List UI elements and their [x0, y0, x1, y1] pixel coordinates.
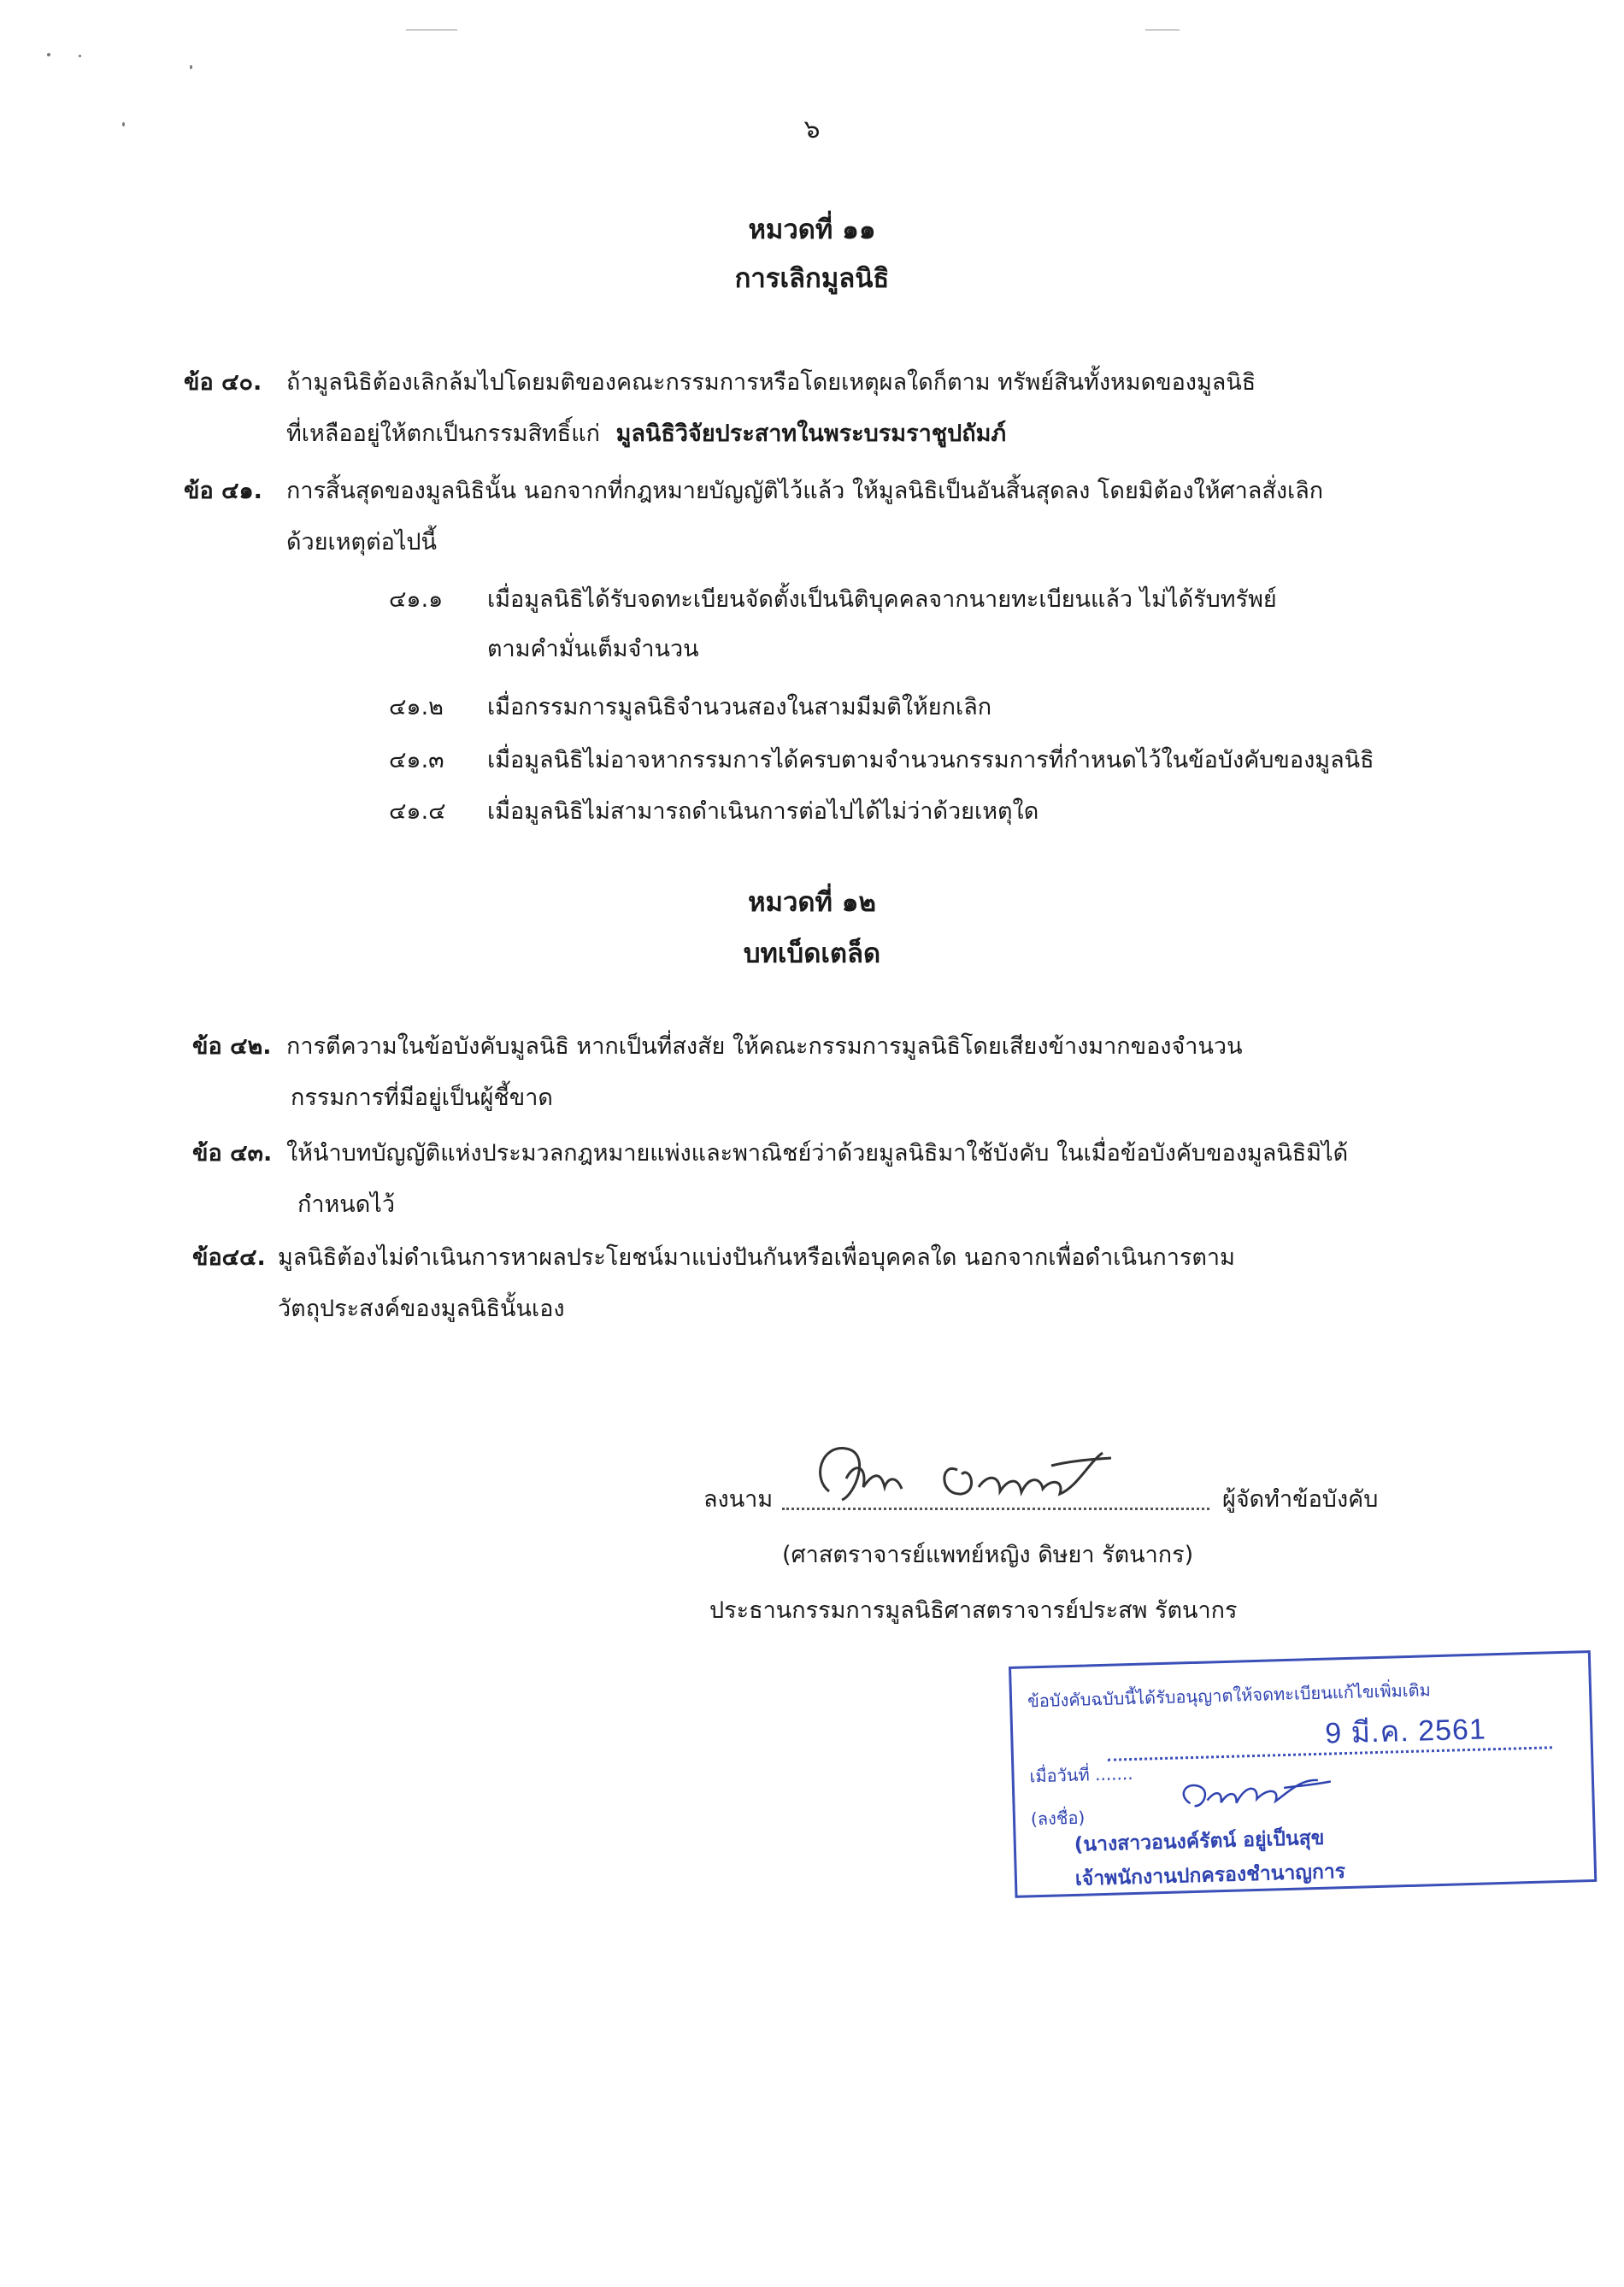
stamp-officer-name: (นางสาวอนงค์รัตน์ อยู่เป็นสุข [1074, 1826, 1325, 1856]
article-44-line-1: มูลนิธิต้องไม่ดำเนินการหาผลประโยชน์มาแบ่งปันกันหรือเพื่อบุคคลใด นอกจากเพื่อดำเนินการตาม [278, 1244, 1235, 1271]
article-41-line-1: การสิ้นสุดของมูลนิธินั้น นอกจากที่กฎหมายบัญญัติไว้แล้ว ให้มูลนิธิเป็นอันสิ้นสุดลง โดยมิต้องให้ศาลสั่งเลิก [286, 478, 1324, 504]
signature-role: ผู้จัดทำข้อบังคับ [1222, 1486, 1379, 1513]
beneficiary-foundation-name: มูลนิธิวิจัยประสาทในพระบรมราชูปถัมภ์ [615, 420, 1007, 447]
article-43-label: ข้อ ๔๓. [192, 1140, 273, 1167]
article-44-line-2: วัตถุประสงค์ของมูลนิธินั้นเอง [278, 1296, 565, 1322]
article-43-line-2: กำหนดไว้ [297, 1191, 396, 1218]
clause-41-3-number: ๔๑.๓ [389, 747, 444, 773]
chapter-12-title: บทเบ็ดเตล็ด [743, 938, 881, 969]
article-44-label: ข้อ๔๔. [192, 1244, 266, 1271]
stamp-approval-text: ข้อบังคับฉบับนี้ได้รับอนุญาตให้จดทะเบียนแก้ไขเพิ่มเติม [1027, 1679, 1432, 1712]
stamp-date-label: เมื่อวันที่ ....... [1029, 1762, 1133, 1787]
scan-speck [122, 122, 125, 126]
clause-41-4-text: เมื่อมูลนิธิไม่สามารถดำเนินการต่อไปได้ไม่ว่าด้วยเหตุใด [487, 798, 1039, 825]
chapter-11-heading: หมวดที่ ๑๑ [748, 215, 876, 245]
clause-41-3-text: เมื่อมูลนิธิไม่อาจหากรรมการได้ครบตามจำนวนกรรมการที่กำหนดไว้ในข้อบังคับของมูลนิธิ [487, 747, 1374, 773]
article-42-label: ข้อ ๔๒. [192, 1033, 272, 1060]
stamp-handwritten-signature [1173, 1769, 1345, 1821]
clause-41-1-number: ๔๑.๑ [389, 586, 444, 613]
clause-41-1-text: เมื่อมูลนิธิได้รับจดทะเบียนจัดตั้งเป็นนิติบุคคลจากนายทะเบียนแล้ว ไม่ได้รับทรัพย์ [487, 586, 1277, 613]
article-40-label: ข้อ ๔๐. [184, 369, 262, 396]
scan-mark [406, 29, 457, 31]
signatory-position: ประธานกรรมการมูลนิธิศาสตราจารย์ประสพ รัตนากร [709, 1597, 1238, 1624]
chapter-12-heading: หมวดที่ ๑๒ [748, 887, 876, 918]
stamp-officer-position: เจ้าพนักงานปกครองชำนาญการ [1074, 1861, 1346, 1890]
clause-41-2-number: ๔๑.๒ [389, 694, 444, 720]
scan-mark [1145, 29, 1180, 31]
signatory-name: (ศาสตราจารย์แพทย์หญิง ดิษยา รัตนากร) [782, 1542, 1194, 1568]
chapter-11-title: การเลิกมูลนิธิ [734, 263, 890, 294]
article-43-line-1: ให้นำบทบัญญัติแห่งประมวลกฎหมายแพ่งและพาณิชย์ว่าด้วยมูลนิธิมาใช้บังคับ ในเมื่อข้อบังคับของมูลนิธิมิได้ [286, 1140, 1349, 1167]
article-40-line-2 [286, 417, 1006, 451]
signature-label: ลงนาม [703, 1486, 774, 1513]
article-42-line-2: กรรมการที่มีอยู่เป็นผู้ชี้ขาด [291, 1085, 553, 1111]
clause-41-1-continuation: ตามคำมั่นเต็มจำนวน [487, 636, 699, 662]
stamp-sign-label: (ลงชื่อ) [1030, 1807, 1086, 1830]
scan-speck [79, 55, 81, 57]
article-41-line-2: ด้วยเหตุต่อไปนี้ [286, 529, 438, 556]
page-number: ๖ [803, 115, 821, 144]
registration-stamp [1009, 1650, 1597, 1898]
clause-41-2-text: เมื่อกรรมการมูลนิธิจำนวนสองในสามมีมติให้ยกเลิก [487, 694, 992, 720]
handwritten-signature [795, 1427, 1154, 1521]
scan-speck [190, 65, 192, 69]
article-42-line-1: การตีความในข้อบังคับมูลนิธิ หากเป็นที่สงสัย ให้คณะกรรมการมูลนิธิโดยเสียงข้างมากของจำนวน [286, 1033, 1243, 1060]
article-40-line-1: ถ้ามูลนิธิต้องเลิกล้มไปโดยมติของคณะกรรมการหรือโดยเหตุผลใดก็ตาม ทรัพย์สินทั้งหมดของมูลนิธิ [286, 369, 1256, 396]
clause-41-4-number: ๔๑.๔ [389, 798, 446, 825]
scan-speck [47, 53, 50, 56]
article-40-line-2-text: ที่เหลืออยู่ให้ตกเป็นกรรมสิทธิ์แก่ [286, 420, 600, 447]
stamp-date: 9 มี.ค. 2561 [1324, 1713, 1487, 1750]
article-41-label: ข้อ ๔๑. [184, 478, 262, 504]
